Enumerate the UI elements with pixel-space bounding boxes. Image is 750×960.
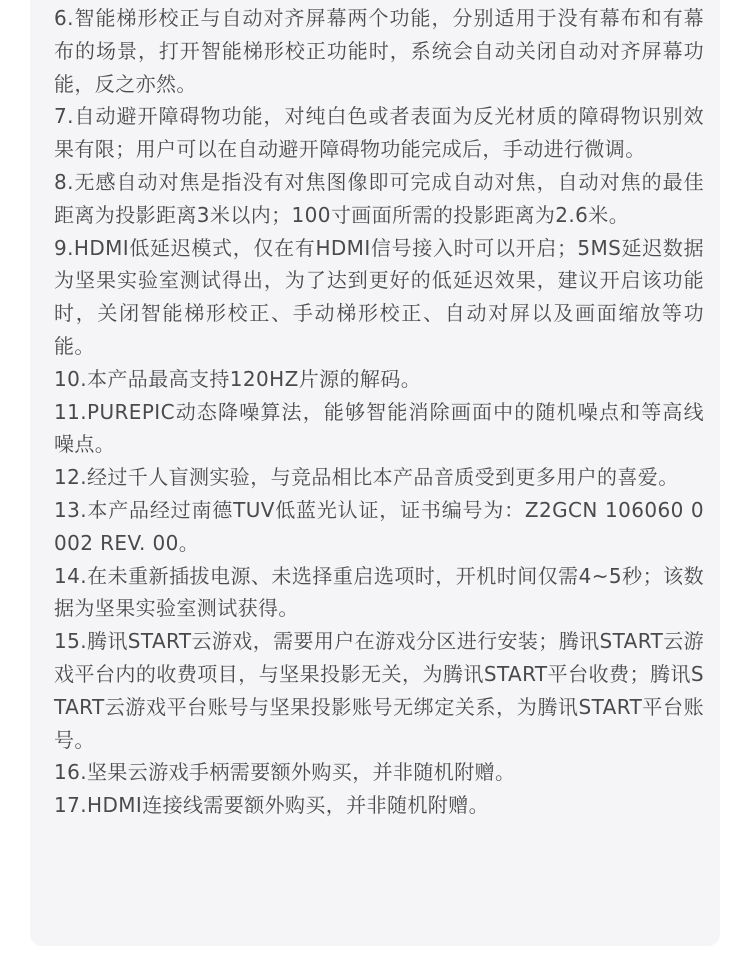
note-item: 8.无感自动对焦是指没有对焦图像即可完成自动对焦，自动对焦的最佳距离为投影距离3米以内；100寸画面所需的投影距离为2.6米。 <box>54 169 704 227</box>
note-item: 15.腾讯START云游戏，需要用户在游戏分区进行安装；腾讯START云游戏平台内的收费项目，与坚果投影无关，为腾讯START平台收费；腾讯START云游戏平台账号与坚果投影账号无绑定关系，为腾讯START平台账号。 <box>54 629 705 752</box>
note-item: 10.本产品最高支持120HZ片源的解码。 <box>54 366 422 391</box>
note-item: 11.PUREPIC动态降噪算法，能够智能消除画面中的随机噪点和等高线噪点。 <box>54 399 704 457</box>
note-item: 9.HDMI低延迟模式，仅在有HDMI信号接入时可以开启；5MS延迟数据为坚果实验室测试得出，为了达到更好的低延迟效果，建议开启该功能时，关闭智能梯形校正、手动梯形校正、自动对屏以及画面缩放等功能。 <box>54 235 704 358</box>
note-item: 17.HDMI连接线需要额外购买，并非随机附赠。 <box>54 793 489 818</box>
note-item: 13.本产品经过南德TUV低蓝光认证，证书编号为：Z2GCN 106060 0002 REV. 00。 <box>54 497 704 555</box>
note-item: 7.自动避开障碍物功能，对纯白色或者表面为反光材质的障碍物识别效果有限；用户可以在自动避开障碍物功能完成后，手动进行微调。 <box>54 104 704 162</box>
notes-list <box>54 2 704 822</box>
note-item: 16.坚果云游戏手柄需要额外购买，并非随机附赠。 <box>54 760 516 785</box>
note-item: 12.经过千人盲测实验，与竞品相比本产品音质受到更多用户的喜爱。 <box>54 465 679 490</box>
note-item: 6.智能梯形校正与自动对齐屏幕两个功能，分别适用于没有幕布和有幕布的场景，打开智能梯形校正功能时，系统会自动关闭自动对齐屏幕功能，反之亦然。 <box>54 6 704 96</box>
note-item: 14.在未重新插拔电源、未选择重启选项时，开机时间仅需4~5秒；该数据为坚果实验室测试获得。 <box>54 563 704 621</box>
